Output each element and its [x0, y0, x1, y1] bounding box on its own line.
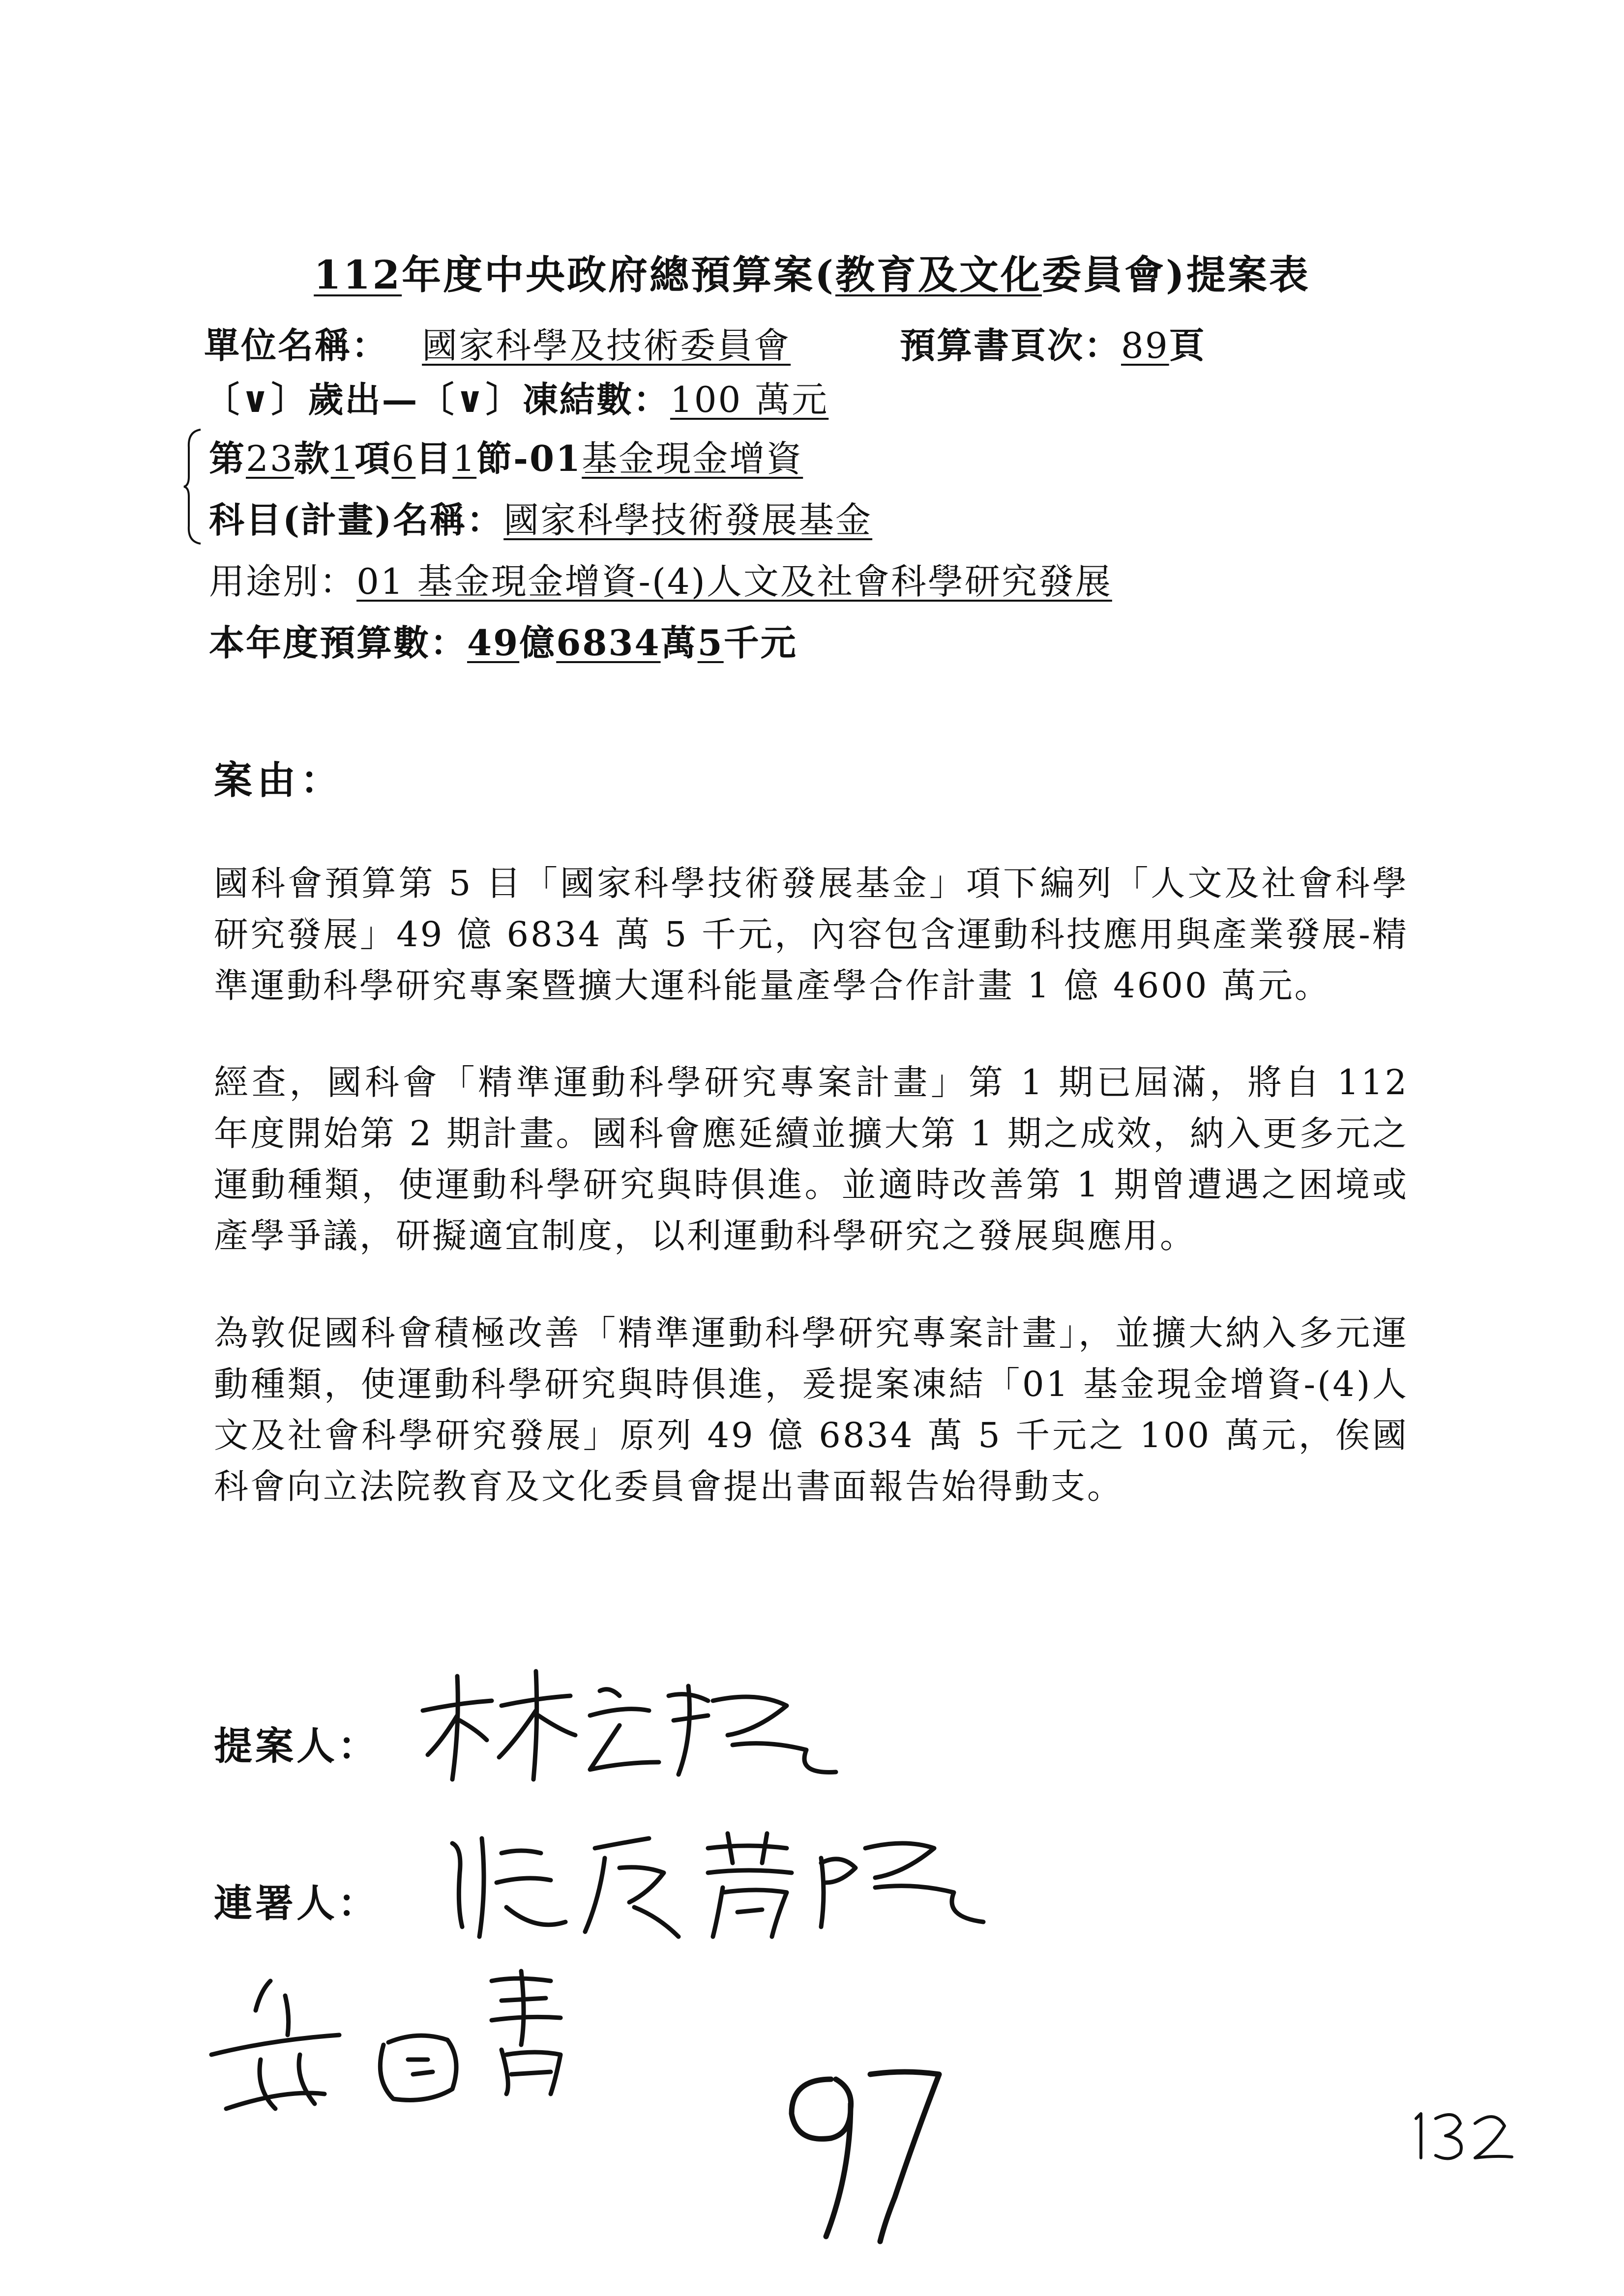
title-committee: 教育及文化	[835, 252, 1042, 298]
plan-line	[209, 492, 872, 543]
usage-line	[209, 553, 1127, 604]
mu-suffix: 目	[415, 437, 453, 479]
xiang-value: 1	[330, 438, 355, 479]
paragraph-1: 國科會預算第 5 目「國家科學技術發展基金」項下編列「人文及社會科學研究發展」49 億 6834 萬 5 千元，內容包含運動科技應用與產業發展-精準運動科學研究專案暨擴大運科能量產學合作計畫 1 億 4600 萬元。	[214, 863, 1409, 1006]
kuan-suffix: 款	[294, 437, 331, 479]
expense-label: 〔∨〕歲出—〔∨〕凍結數：	[204, 378, 670, 420]
section-line	[209, 430, 803, 481]
usage-label: 用途別：	[209, 561, 357, 602]
jie-value: 1	[452, 438, 477, 479]
budget-wan-unit: 萬	[660, 622, 698, 664]
budget-yi-unit: 億	[519, 622, 557, 664]
plan-label: 科目(計畫)名稱：	[209, 499, 504, 541]
budget-wan: 6834	[556, 622, 661, 664]
corner-page-number	[1406, 2099, 1514, 2168]
xiang-suffix: 項	[354, 437, 392, 479]
budget-page-line	[900, 317, 1206, 368]
title-year: 112	[314, 252, 402, 298]
title-pre: 年度中央政府總預算案(	[402, 252, 835, 298]
title-post: 委員會)提案表	[1042, 252, 1310, 298]
paragraph-3: 為敦促國科會積極改善「精準運動科學研究專案計畫」，並擴大納入多元運動種類，使運動科學研究與時俱進，爰提案凍結「01 基金現金增資-(4)人文及社會科學研究發展」原列 49 億 6834 萬 5 千元之 100 萬元，俟國科會向立法院教育及文化委員會提出書面報告始得動支。	[214, 1313, 1409, 1507]
unit-label: 單位名稱：	[204, 324, 389, 366]
kuan-pre: 第	[209, 437, 246, 479]
usage-value: 01 基金現金增資-(4)人文及社會科學研究發展	[356, 561, 1112, 602]
proposer-signature	[413, 1657, 856, 1794]
budget-yi: 49	[467, 622, 520, 664]
mu-value: 6	[391, 438, 416, 479]
jie-name: 基金現金增資	[582, 438, 803, 479]
plan-value: 國家科學技術發展基金	[503, 499, 873, 541]
page-value: 89	[1121, 325, 1169, 366]
budget-qian: 5	[697, 622, 724, 664]
kuan-value: 23	[246, 438, 294, 479]
cosigner-signature-2	[197, 1961, 639, 2119]
cosigner-label: 連署人：	[214, 1881, 380, 1926]
page-suffix: 頁	[1169, 324, 1206, 366]
paragraph-2: 經查，國科會「精準運動科學研究專案計畫」第 1 期已屆滿，將自 112 年度開始第 2 期計畫。國科會應延續並擴大第 1 期之成效，納入更多元之運動種類，使運動科學研究與時俱進。並適時改善第 1 期曾遭遇之困境或產學爭議，研擬適宜制度，以利運動科學研究之發展與應用。	[214, 1062, 1409, 1256]
frozen-line	[204, 371, 828, 422]
proposer-label: 提案人：	[214, 1724, 380, 1769]
unit-line	[204, 317, 810, 368]
handwritten-page-number	[772, 2050, 949, 2256]
budget-qian-unit: 千元	[723, 622, 797, 664]
jie-suffix: 節-01	[476, 437, 582, 479]
reason-heading: 案由：	[214, 758, 344, 803]
cosigner-signature-1	[433, 1819, 1047, 1947]
left-brace	[183, 428, 203, 546]
document-title	[0, 243, 1624, 300]
unit-value: 國家科學及技術委員會	[422, 325, 791, 366]
budget-amount-line	[209, 614, 797, 666]
page-label: 預算書頁次：	[900, 324, 1122, 366]
frozen-amount: 100 萬元	[670, 379, 829, 420]
budget-label: 本年度預算數：	[209, 622, 468, 664]
